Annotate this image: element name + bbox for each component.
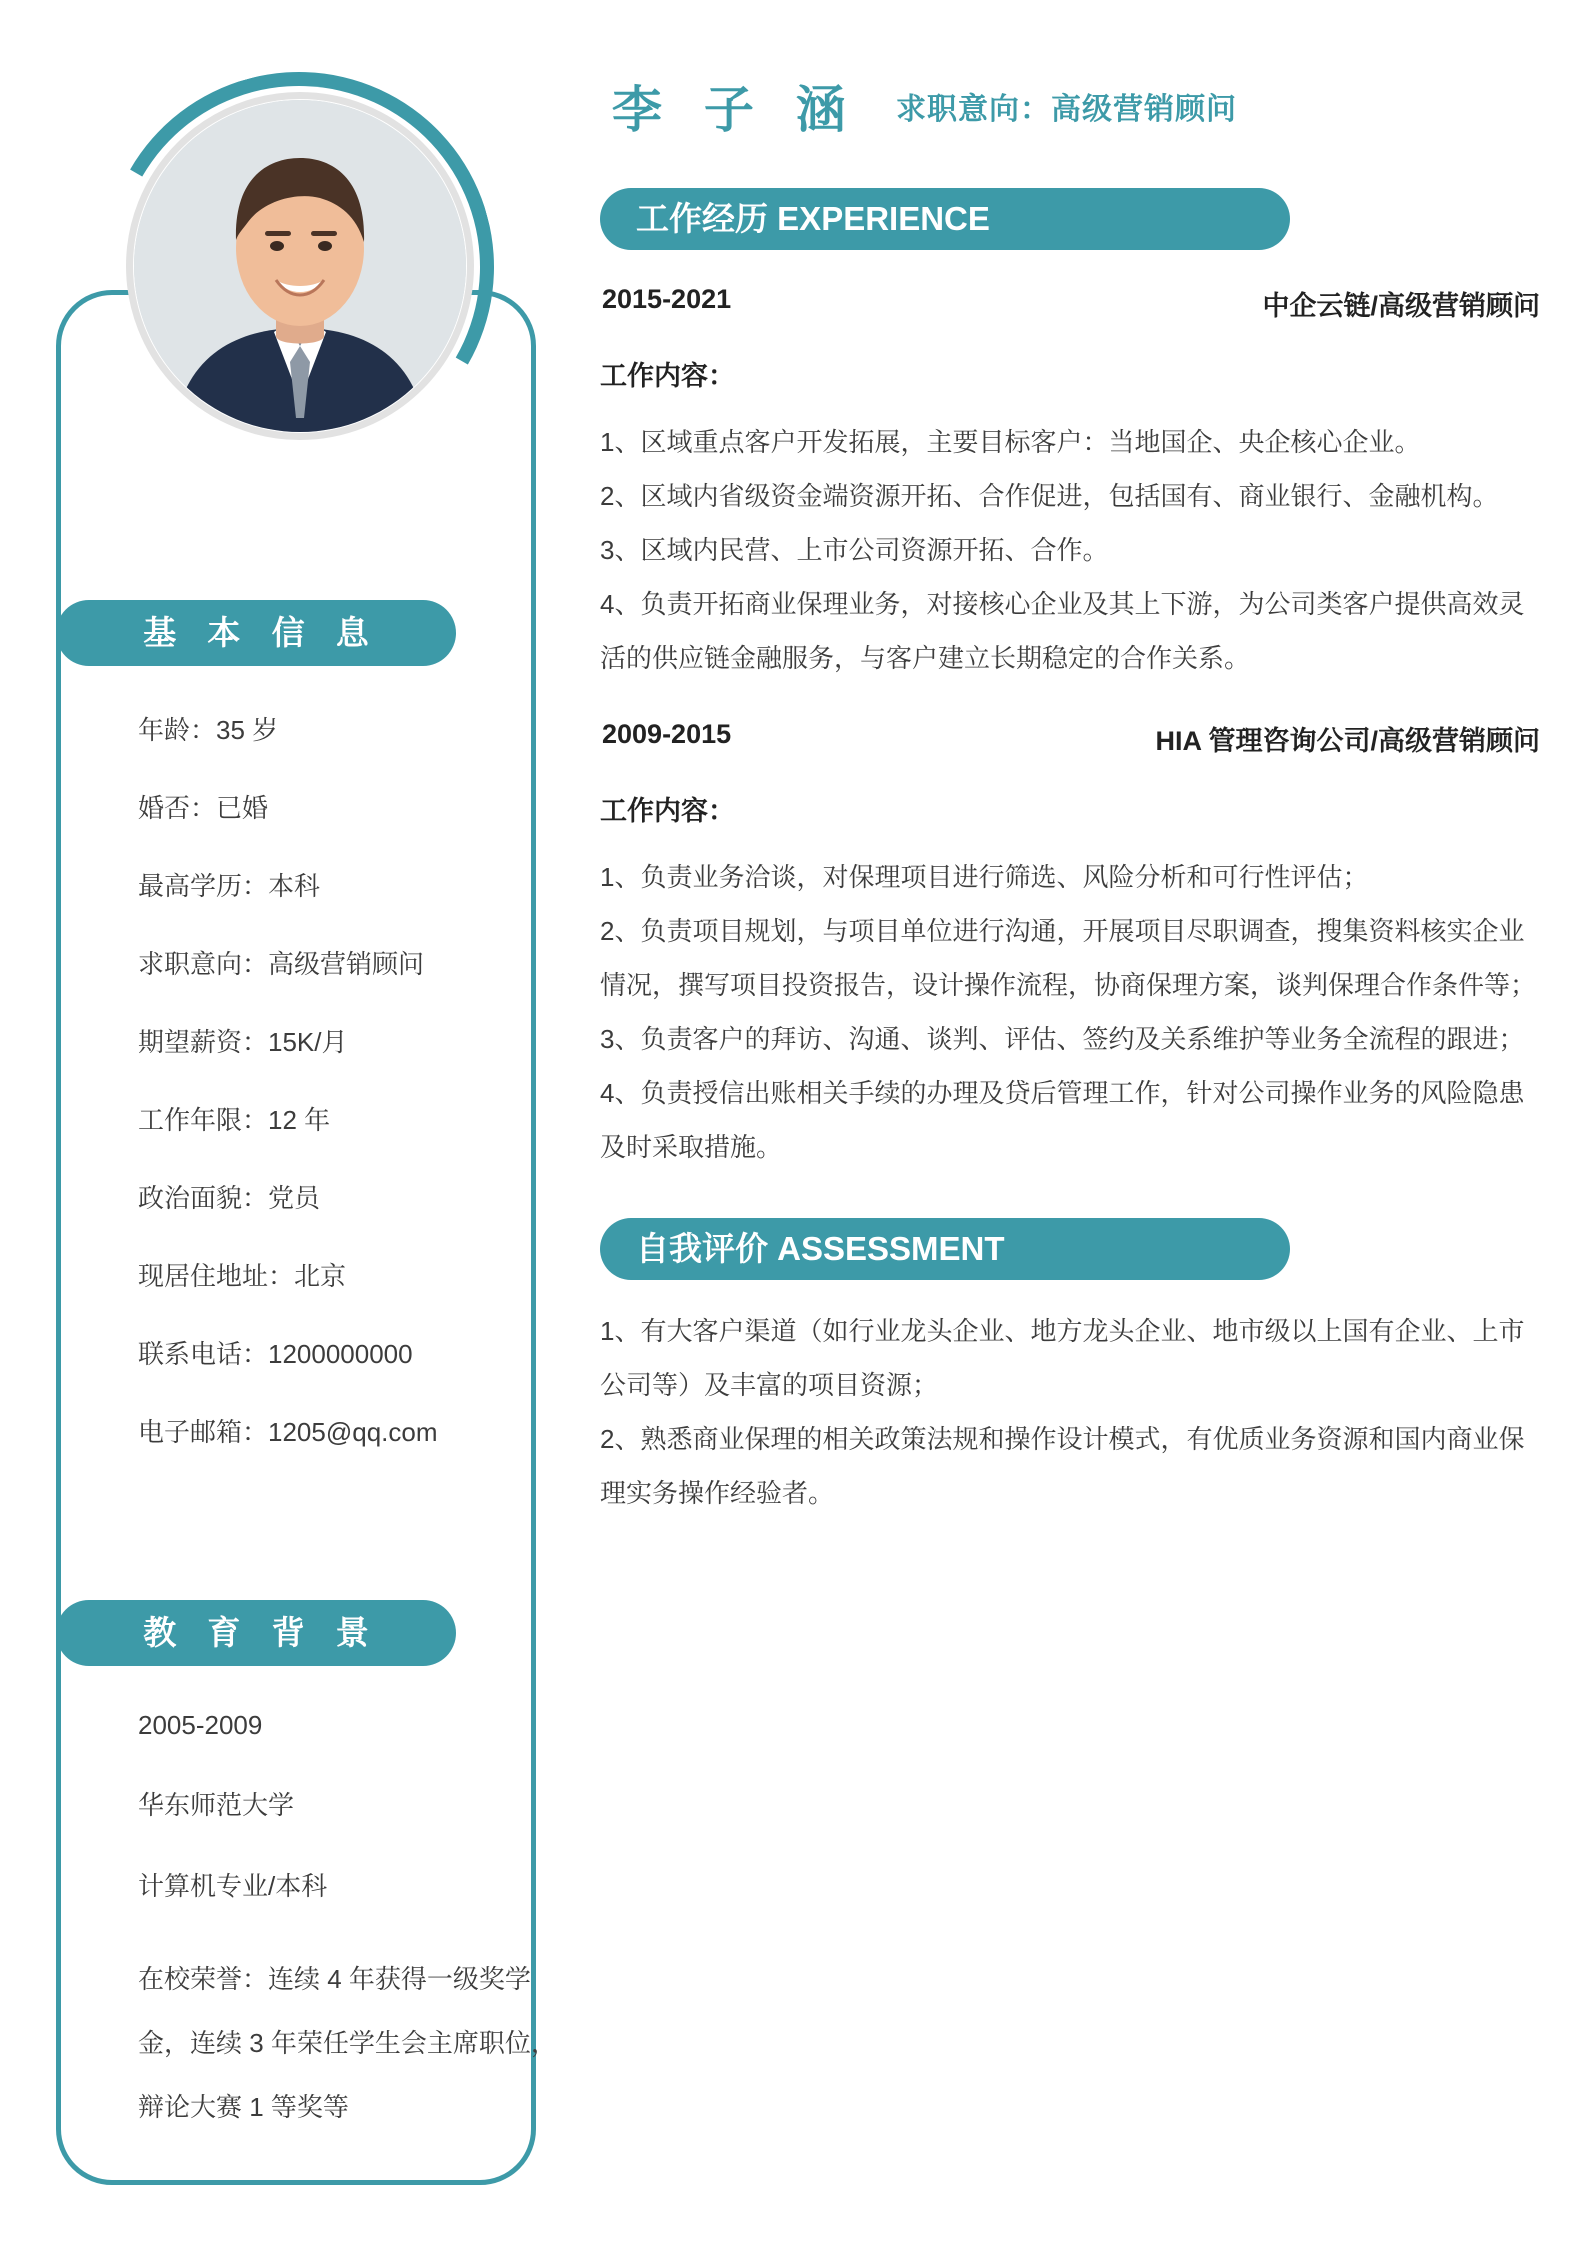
section-heading-basic-info-label: 基 本 信 息: [143, 614, 380, 651]
experience-body: [600, 850, 1540, 1174]
assessment-line: 1、有大客户渠道（如行业龙头企业、地方龙头企业、地市级以上国有企业、上市公司等）及丰富的项目资源；: [600, 1316, 1525, 1400]
list-item: 现居住地址：北京: [138, 1261, 347, 1291]
name-row: [600, 70, 1540, 160]
list-item: 计算机专业/本科: [138, 1871, 328, 1901]
experience-body: [600, 415, 1540, 685]
experience-date: 2009-2015: [602, 719, 732, 749]
list-item: 电子邮箱：1205@qq.com: [138, 1417, 438, 1447]
experience-line: 3、负责客户的拜访、沟通、谈判、评估、签约及关系维护等业务全流程的跟进；: [600, 1024, 1525, 1054]
experience-subtitle: 工作内容：: [600, 796, 735, 826]
section-heading-education-label: 教 育 背 景: [143, 1614, 380, 1651]
list-item: 期望薪资：15K/月: [138, 1027, 348, 1057]
list-item: 求职意向：高级营销顾问: [138, 949, 425, 979]
photo-block: [86, 60, 506, 480]
experience-subtitle: 工作内容：: [600, 361, 735, 391]
assessment-line: 2、熟悉商业保理的相关政策法规和操作设计模式，有优质业务资源和国内商业保理实务操作经验者。: [600, 1424, 1525, 1508]
page-title: 李 子 涵: [612, 82, 860, 138]
experience-item-header: [600, 284, 1540, 324]
list-item: 联系电话：1200000000: [138, 1339, 413, 1369]
right-column: [600, 70, 1540, 1520]
list-item: 华东师范大学: [138, 1790, 295, 1820]
list-item: 年龄：35 岁: [138, 715, 279, 745]
avatar-illustration: [134, 100, 466, 432]
basic-info-list: [138, 710, 538, 1490]
experience-item: [600, 284, 1540, 685]
list-item: 2005-2009: [138, 1710, 263, 1740]
experience-line: 2、区域内省级资金端资源开拓、合作促进，包括国有、商业银行、金融机构。: [600, 481, 1499, 511]
experience-line: 2、负责项目规划，与项目单位进行沟通，开展项目尽职调查，搜集资料核实企业情况，撰写项目投资报告，设计操作流程，协商保理方案，谈判保理合作条件等；: [600, 916, 1537, 1000]
avatar: [134, 100, 466, 432]
section-heading-experience: [600, 188, 1400, 250]
section-heading-experience-label: 工作经历 EXPERIENCE: [636, 200, 990, 237]
list-item: 政治面貌：党员: [138, 1183, 321, 1213]
job-objective: 求职意向：高级营销顾问: [896, 93, 1237, 126]
experience-company: HIA 管理咨询公司/高级营销顾问: [1155, 726, 1540, 756]
experience-line: 1、区域重点客户开发拓展，主要目标客户：当地国企、央企核心企业。: [600, 427, 1421, 457]
list-item: 最高学历：本科: [138, 871, 321, 901]
section-heading-education: [56, 1600, 536, 1666]
education-honor: 在校荣誉：连续 4 年获得一级奖学金，连续 3 年荣任学生会主席职位，辩论大赛 1 等奖等: [138, 1964, 557, 2122]
experience-line: 4、负责开拓商业保理业务，对接核心企业及其上下游，为公司类客户提供高效灵活的供应链金融服务，与客户建立长期稳定的合作关系。: [600, 589, 1525, 673]
experience-line: 4、负责授信出账相关手续的办理及贷后管理工作，针对公司操作业务的风险隐患及时采取措施。: [600, 1078, 1525, 1162]
experience-item-header: [600, 719, 1540, 759]
experience-line: 1、负责业务洽谈，对保理项目进行筛选、风险分析和可行性评估；: [600, 862, 1369, 892]
section-heading-assessment: [600, 1218, 1400, 1280]
experience-company: 中企云链/高级营销顾问: [1262, 291, 1540, 321]
assessment-section: [600, 1218, 1540, 1520]
left-column: [46, 60, 557, 2190]
education-list: [138, 1710, 558, 2183]
list-item: 婚否：已婚: [138, 793, 269, 823]
experience-item: [600, 719, 1540, 1174]
section-heading-assessment-label: 自我评价 ASSESSMENT: [636, 1230, 1005, 1267]
section-heading-basic-info: [56, 600, 536, 666]
list-item: 工作年限：12 年: [138, 1105, 331, 1135]
experience-date: 2015-2021: [602, 284, 732, 314]
experience-line: 3、区域内民营、上市公司资源开拓、合作。: [600, 535, 1109, 565]
assessment-body: [600, 1304, 1540, 1520]
